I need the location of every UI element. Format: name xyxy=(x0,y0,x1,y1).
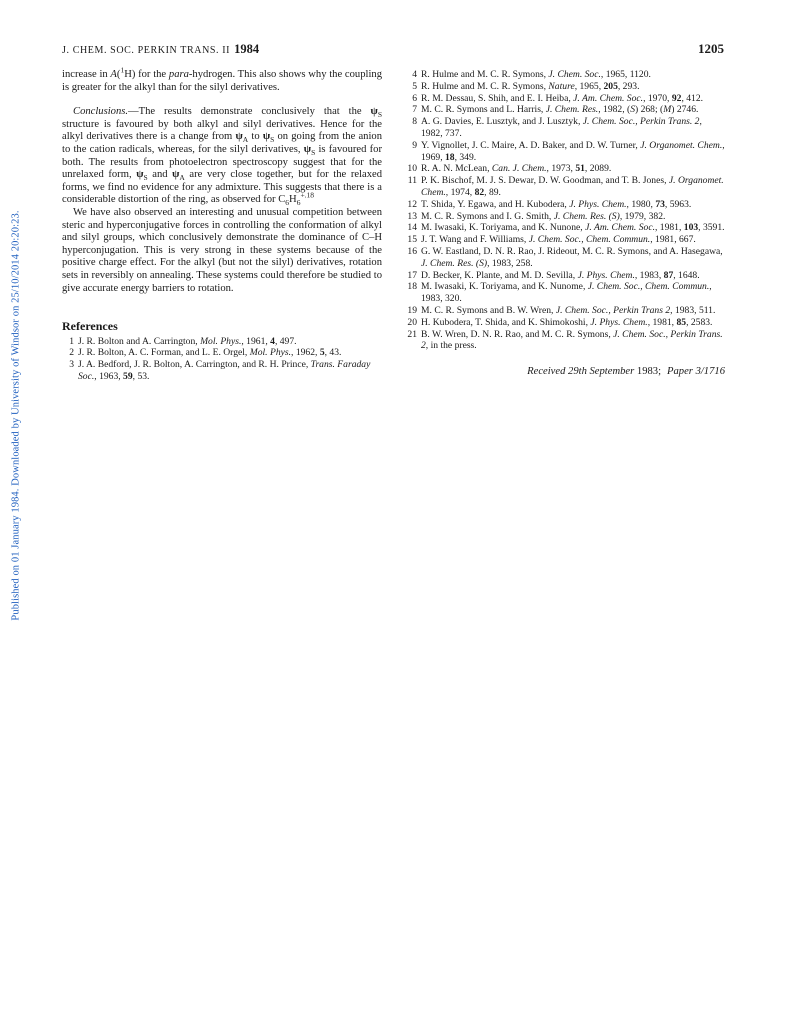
journal-name: J. CHEM. SOC. PERKIN TRANS. II xyxy=(62,45,231,56)
reference-text: R. M. Dessau, S. Shih, and E. I. Heiba, J. Am. Chem. Soc., 1970, 92, 412. xyxy=(421,92,704,104)
reference-number: 18 xyxy=(407,281,417,293)
right-reference-list xyxy=(405,69,725,352)
reference-text: R. A. N. McLean, Can. J. Chem., 1973, 51, 2089. xyxy=(421,163,612,175)
left-column xyxy=(62,65,382,383)
reference-number: 20 xyxy=(407,316,417,328)
reference-item xyxy=(405,175,725,199)
reference-number: 17 xyxy=(407,269,417,281)
reference-item xyxy=(62,359,382,383)
reference-number: 6 xyxy=(412,92,417,104)
reference-number: 19 xyxy=(407,304,417,316)
reference-text: M. Iwasaki, K. Toriyama, and K. Nunome, J. Chem. Soc., Chem. Commun., 1983, 320. xyxy=(421,281,712,305)
reference-item xyxy=(405,246,725,270)
reference-number: 12 xyxy=(407,198,417,210)
reference-number: 14 xyxy=(407,222,417,234)
intro-paragraph: increase in A($^1$H) for the para-hydrogen. This also shows why the coupling is greater for the alkyl than for the silyl derivatives. xyxy=(62,65,382,93)
reference-text: T. Shida, Y. Egawa, and H. Kubodera, J. Phys. Chem., 1980, 73, 5963. xyxy=(421,198,692,210)
reference-text: J. A. Bedford, J. R. Bolton, A. Carrington, and R. H. Prince, Trans. Faraday Soc., 1963, 59, 53. xyxy=(78,359,371,383)
reference-number: 3 xyxy=(69,359,74,371)
reference-text: R. Hulme and M. C. R. Symons, Nature, 1965, 205, 293. xyxy=(421,80,640,92)
reference-number: 15 xyxy=(407,234,417,246)
competition-paragraph: We have also observed an interesting and unusual competition between steric and hyperconjugative forces in controlling the conformation of alkyl and silyl groups, which conclusively demonstrate the dominance of C–H hyperconjugation. This is very strong in these systems because of the positive charge effect. For the alkyl (but not the silyl) derivatives, rotation sets in reversibly on annealing. These systems could therefore be studied to give accurate energy barriers to rotation. xyxy=(62,206,382,294)
reference-number: 1 xyxy=(69,335,74,347)
right-column xyxy=(405,69,725,379)
reference-text: A. G. Davies, E. Lusztyk, and J. Lusztyk, J. Chem. Soc., Perkin Trans. 2, 1982, 737. xyxy=(421,116,702,139)
reference-text: H. Kubodera, T. Shida, and K. Shimokoshi, J. Phys. Chem., 1981, 85, 2583. xyxy=(421,316,713,328)
received-line: Received 29th September 1983; Paper 3/1716 xyxy=(527,366,725,378)
reference-item xyxy=(405,93,725,105)
reference-item xyxy=(405,317,725,329)
reference-number: 16 xyxy=(407,245,417,257)
reference-item xyxy=(405,211,725,223)
reference-item xyxy=(62,336,382,348)
reference-item xyxy=(405,234,725,246)
reference-text: R. Hulme and M. C. R. Symons, J. Chem. Soc., 1965, 1120. xyxy=(421,69,651,80)
reference-text: P. K. Bischof, M. J. S. Dewar, D. W. Goodman, and T. B. Jones, J. Organomet. Chem., 1974, 82, 89. xyxy=(421,175,724,198)
reference-item xyxy=(405,222,725,234)
reference-item xyxy=(405,329,725,353)
references-heading: References xyxy=(62,319,118,334)
journal-year: 1984 xyxy=(234,42,260,56)
reference-text: M. C. R. Symons and I. G. Smith, J. Chem. Res. (S), 1979, 382. xyxy=(421,210,666,222)
reference-text: G. W. Eastland, D. N. R. Rao, J. Rideout, M. C. R. Symons, and A. Hasegawa, J. Chem. Res. (S), 1983, 258. xyxy=(421,245,723,269)
reference-item xyxy=(405,281,725,305)
reference-number: 10 xyxy=(407,163,417,175)
reference-text: J. R. Bolton and A. Carrington, Mol. Phys., 1961, 4, 497. xyxy=(78,335,297,347)
conclusions-heading: Conclusions. xyxy=(73,106,129,118)
reference-item xyxy=(405,140,725,164)
reference-item xyxy=(405,104,725,116)
reference-item xyxy=(62,347,382,359)
reference-text: M. C. R. Symons and B. W. Wren, J. Chem. Soc., Perkin Trans 2, 1983, 511. xyxy=(421,304,716,316)
reference-number: 7 xyxy=(412,104,417,116)
reference-item xyxy=(405,270,725,282)
reference-text: M. C. R. Symons and L. Harris, J. Chem. Res., 1982, (S) 268; (M) 2746. xyxy=(421,104,699,116)
publication-stamp: Published on 01 January 1984. Downloaded by University of Windsor on 25/10/2014 20:20:23. xyxy=(10,210,22,621)
running-head xyxy=(62,42,259,57)
conclusions-paragraph: Conclusions.—The results demonstrate conclusively that the $\psi_S$ structure is favoured by both alkyl and silyl derivatives. Hence for the alkyl derivatives there is a change from $\psi_A$ to $\psi_S$ on going from the anion to the cation radicals, whereas, for the silyl derivatives, $\psi_S$ is favoured for both. The results from photoelectron spectroscopy suggest that for the unrelaxed form, $\psi_S$ and $\psi_A$ are very close together, but for the relaxed forms, we find no evidence for any admixture. This suggests that there is a considerable distortion of the ring, as observed for $C_6H_6^{+.18}$ xyxy=(62,106,382,208)
page-number: 1205 xyxy=(698,41,724,56)
reference-item xyxy=(405,199,725,211)
reference-text: D. Becker, K. Plante, and M. D. Sevilla, J. Phys. Chem., 1983, 87, 1648. xyxy=(421,269,700,281)
reference-text: Y. Vignollet, J. C. Maire, A. D. Baker, and D. W. Turner, J. Organomet. Chem., 1969, 18, 349. xyxy=(421,139,725,163)
reference-number: 11 xyxy=(407,175,417,187)
reference-number: 4 xyxy=(412,69,417,80)
reference-number: 13 xyxy=(407,210,417,222)
reference-item xyxy=(405,69,725,81)
reference-number: 8 xyxy=(412,116,417,128)
reference-number: 9 xyxy=(412,139,417,151)
reference-text: J. R. Bolton, A. C. Forman, and L. E. Orgel, Mol. Phys., 1962, 5, 43. xyxy=(78,347,342,359)
reference-text: J. T. Wang and F. Williams, J. Chem. Soc., Chem. Commun., 1981, 667. xyxy=(421,234,696,246)
reference-item xyxy=(405,305,725,317)
reference-text: M. Iwasaki, K. Toriyama, and K. Nunone, J. Am. Chem. Soc., 1981, 103, 3591. xyxy=(421,222,725,234)
reference-text: B. W. Wren, D. N. R. Rao, and M. C. R. Symons, J. Chem. Soc., Perkin Trans. 2, in the press. xyxy=(421,328,723,352)
reference-item xyxy=(405,163,725,175)
left-reference-list xyxy=(62,336,382,383)
reference-number: 5 xyxy=(412,80,417,92)
reference-item xyxy=(405,116,725,140)
reference-item xyxy=(405,81,725,93)
reference-number: 21 xyxy=(407,328,417,340)
reference-number: 2 xyxy=(69,347,74,359)
